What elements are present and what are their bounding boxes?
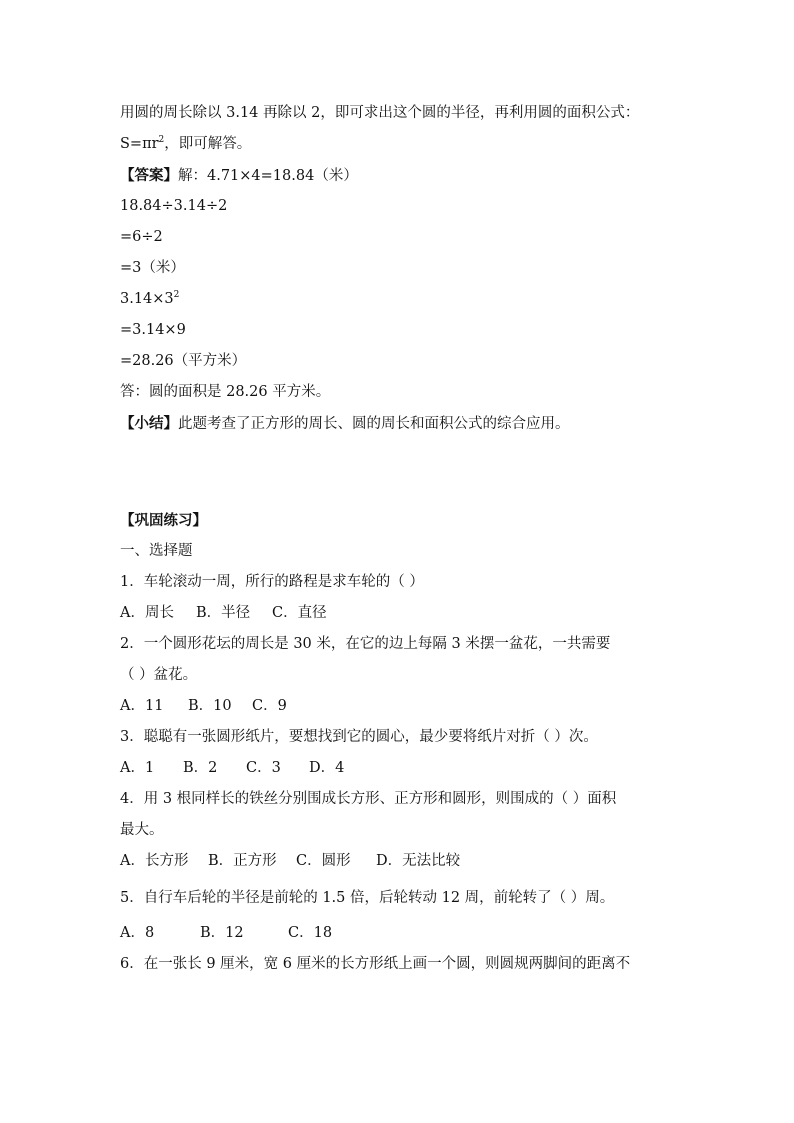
option-c: C．3 — [246, 760, 281, 776]
answer-first: 解：4.71×4=18.84（米） — [178, 168, 358, 184]
option-a: A．周长 — [120, 605, 174, 621]
option-a: A．长方形 — [120, 853, 189, 869]
question-2: 2．一个圆形花坛的周长是 30 米，在它的边上每隔 3 米摆一盆花，一共需要 — [120, 636, 611, 652]
option-a: A．8 — [120, 925, 155, 941]
formula-exponent: 2 — [158, 135, 165, 146]
question-3-options — [120, 753, 700, 784]
analysis-line-1: 用圆的周长除以 3.14 再除以 2，即可求出这个圆的半径，再利用圆的面积公式： — [120, 105, 640, 121]
option-d: D．4 — [309, 760, 345, 776]
answer-step: =3.14×9 — [120, 322, 186, 338]
question-4-options — [120, 846, 700, 877]
question-5: 5．自行车后轮的半径是前轮的 1.5 倍，后轮转动 12 周，前轮转了（ ）周。 — [120, 890, 615, 906]
section-gap — [120, 439, 700, 505]
analysis-line-2 — [120, 129, 700, 160]
answer-power-line — [120, 284, 700, 315]
option-a: A．11 — [120, 698, 164, 714]
question-4-continued: 最大。 — [120, 822, 164, 838]
option-c: C．9 — [252, 698, 287, 714]
analysis-line-2-tail: ，即可解答。 — [164, 136, 252, 152]
option-b: B．12 — [200, 925, 244, 941]
summary-text: 此题考查了正方形的周长、圆的周长和面积公式的综合应用。 — [178, 416, 570, 432]
option-c: C．直径 — [272, 605, 327, 621]
power-exponent: 2 — [173, 290, 180, 301]
question-4: 4．用 3 根同样长的铁丝分别围成长方形、正方形和圆形，则围成的（ ）面积 — [120, 791, 617, 807]
option-b: B．2 — [183, 760, 218, 776]
option-b: B．正方形 — [208, 853, 277, 869]
question-2-options — [120, 691, 700, 722]
practice-heading: 【巩固练习】 — [120, 512, 207, 529]
section-title: 一、选择题 — [120, 543, 193, 559]
answer-step: =3（米） — [120, 260, 185, 276]
answer-tag: 【答案】 — [120, 167, 178, 184]
answer-step: =6÷2 — [120, 229, 163, 245]
option-c: C．圆形 — [296, 853, 351, 869]
formula-text: S=πr — [120, 136, 159, 152]
power-base: 3.14×3 — [120, 291, 174, 307]
question-1-options — [120, 598, 700, 629]
question-6: 6．在一张长 9 厘米，宽 6 厘米的长方形纸上画一个圆，则圆规两脚间的距离不 — [120, 956, 631, 972]
answer-first-line — [120, 160, 700, 191]
question-3: 3．聪聪有一张圆形纸片，要想找到它的圆心，最少要将纸片对折（ ）次。 — [120, 729, 598, 745]
option-b: B．半径 — [196, 605, 251, 621]
summary-line — [120, 408, 700, 439]
question-5-options — [120, 918, 700, 949]
question-2-continued: （ ）盆花。 — [120, 667, 198, 683]
option-a: A．1 — [120, 760, 155, 776]
question-1: 1．车轮滚动一周，所行的路程是求车轮的（ ） — [120, 574, 424, 590]
option-b: B．10 — [188, 698, 232, 714]
document-page — [120, 98, 700, 980]
option-c: C．18 — [288, 925, 333, 941]
answer-conclusion: 答：圆的面积是 28.26 平方米。 — [120, 384, 331, 400]
option-d: D．无法比较 — [376, 853, 461, 869]
summary-tag: 【小结】 — [120, 415, 178, 432]
answer-step: =28.26（平方米） — [120, 353, 247, 369]
answer-step: 18.84÷3.14÷2 — [120, 198, 228, 214]
